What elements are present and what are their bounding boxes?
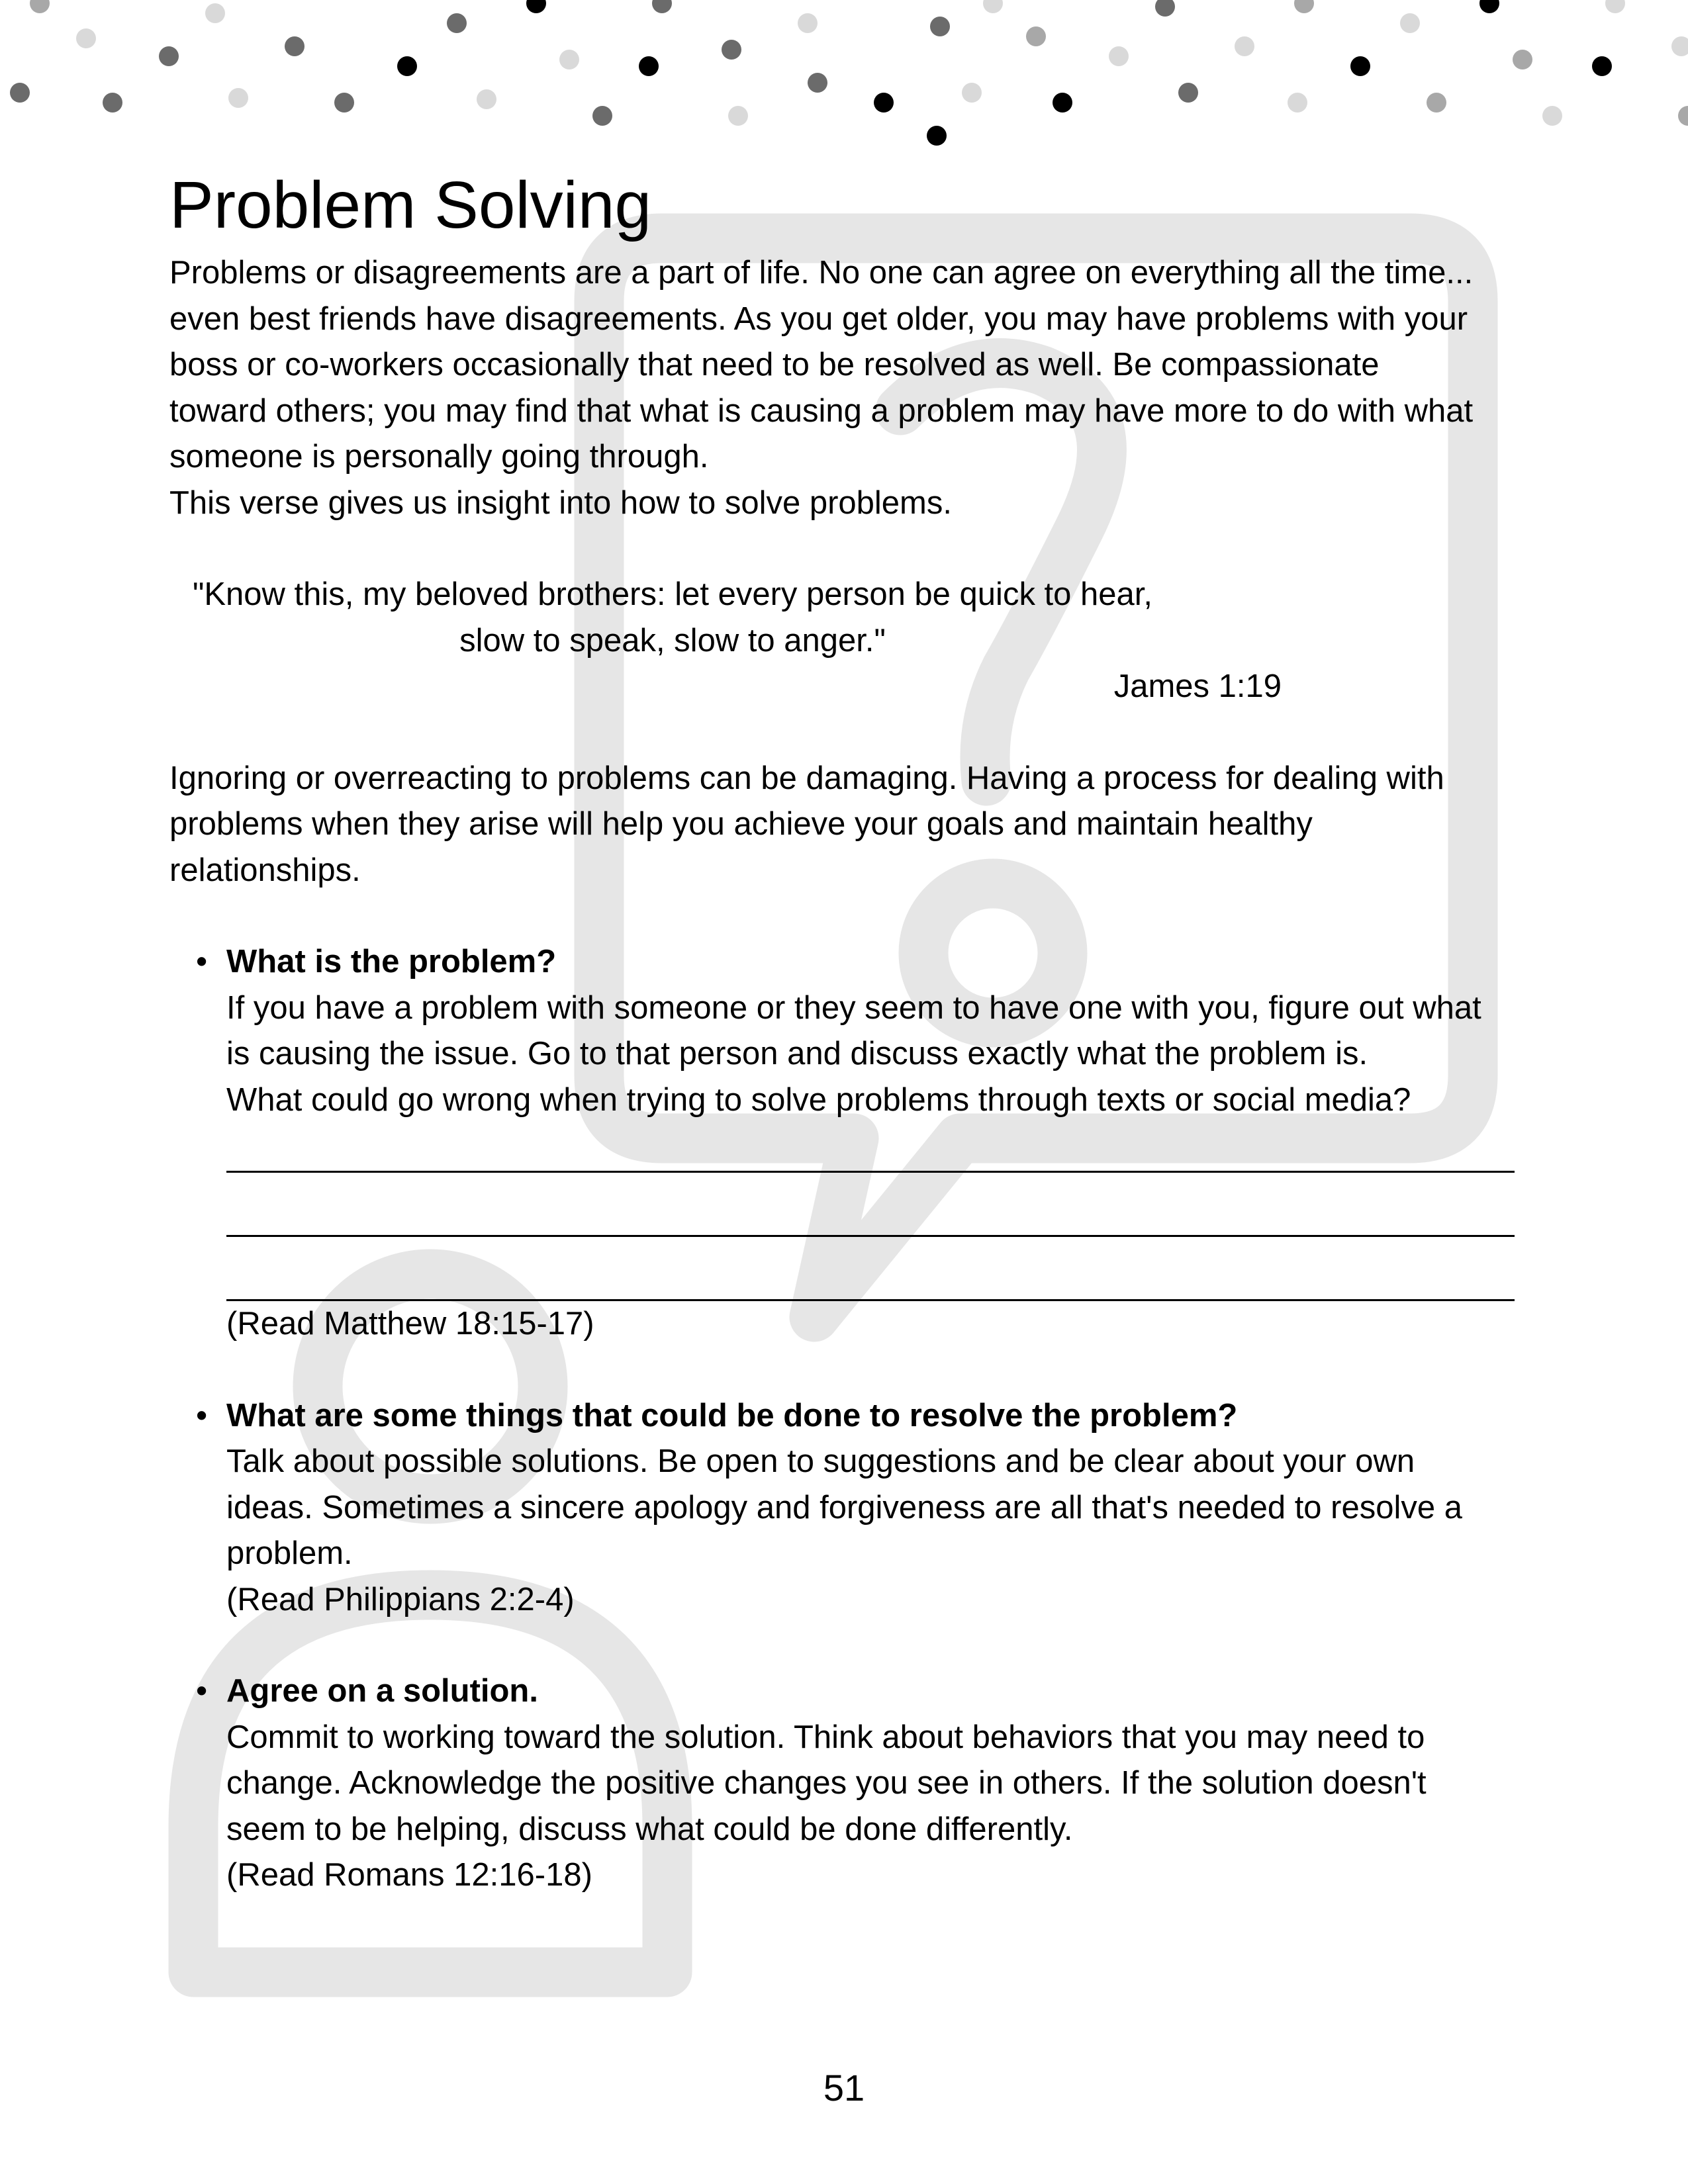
scripture-reference: (Read Romans 12:16-18) [226,1857,592,1893]
list-item [169,1668,1520,1899]
intro-line: This verse gives us insight into how to solve problems. [169,484,952,521]
list-item [169,939,1520,1347]
step-text: seem to be helping, discuss what could be done differently. [226,1811,1073,1847]
intro-line: even best friends have disagreements. As you get older, you may have problems with your [169,300,1468,337]
page-number: 51 [823,2067,865,2109]
step-text: What could go wrong when trying to solve problems through texts or social media? [226,1081,1411,1118]
intro-paragraph [169,250,1520,526]
step-text: change. Acknowledge the positive changes you see in others. If the solution doesn't [226,1765,1427,1801]
steps-list [169,939,1520,1899]
bible-verse [169,572,1520,710]
intro-line: someone is personally going through. [169,439,709,475]
bullet-icon: • [196,1397,208,1433]
intro-line: Problems or disagreements are a part of life. No one can agree on everything all the time... [169,255,1474,291]
intro-line: boss or co-workers occasionally that need to be resolved as well. Be compassionate [169,347,1380,383]
body-line: Ignoring or overreacting to problems can be damaging. Having a process for dealing with [169,760,1444,796]
bullet-icon: • [196,1673,208,1709]
bullet-icon: • [196,944,208,979]
verse-line: "Know this, my beloved brothers: let every person be quick to hear, [192,576,1153,612]
verse-reference: James 1:19 [1113,668,1282,704]
verse-line: slow to speak, slow to anger." [459,622,886,659]
page-content [169,165,1520,1899]
list-item [169,1393,1520,1623]
answer-line[interactable] [226,1173,1515,1237]
step-heading: What is the problem? [226,944,557,979]
answer-lines [226,1126,1520,1301]
body-paragraph [169,756,1520,894]
body-line: problems when they arise will help you achieve your goals and maintain healthy [169,806,1313,842]
step-text: If you have a problem with someone or they seem to have one with you, figure out what [226,989,1481,1026]
scripture-reference: (Read Matthew 18:15-17) [226,1306,594,1342]
answer-line[interactable] [226,1237,1515,1301]
step-text: Talk about possible solutions. Be open to suggestions and be clear about your own [226,1443,1415,1479]
step-text: is causing the issue. Go to that person and discuss exactly what the problem is. [226,1036,1368,1071]
step-heading: What are some things that could be done to resolve the problem? [226,1397,1238,1433]
step-text: Commit to working toward the solution. Think about behaviors that you may need to [226,1719,1425,1755]
step-text: problem. [226,1535,353,1571]
answer-line[interactable] [226,1126,1515,1173]
page-title: Problem Solving [169,168,652,242]
scripture-reference: (Read Philippians 2:2-4) [226,1581,575,1617]
step-heading: Agree on a solution. [226,1673,538,1709]
intro-line: toward others; you may find that what is causing a problem may have more to do with what [169,392,1474,429]
body-line: relationships. [169,852,361,888]
step-text: ideas. Sometimes a sincere apology and forgiveness are all that's needed to resolve a [226,1489,1463,1525]
